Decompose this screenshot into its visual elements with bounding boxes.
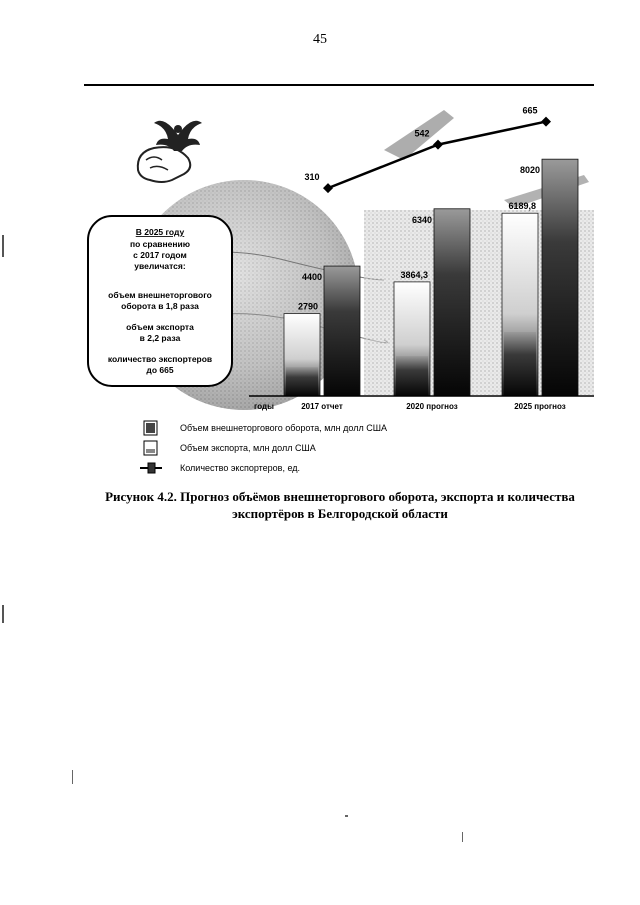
callout-line: по сравнению	[129, 239, 191, 249]
legend-label-exporters: Количество экспортеров, ед.	[180, 463, 301, 473]
bar-turnover	[434, 209, 470, 396]
bar-light-icon	[140, 440, 162, 456]
figure-caption: Рисунок 4.2. Прогноз объёмов внешнеторгового оборота, экспорта и количества экспортёров в Белгородской области	[105, 489, 575, 521]
callout-line: объем внешнеторгового	[108, 290, 212, 300]
data-label-turnover: 8020	[519, 165, 540, 176]
bar-turnover	[324, 266, 360, 396]
callout-line: оборота в 1,8 раза	[121, 301, 199, 311]
callout-line: с 2017 годом	[133, 250, 187, 260]
x-tick-label: 2025 прогноз	[514, 402, 566, 411]
legend-item-turnover	[140, 420, 387, 436]
exporters-point	[433, 140, 443, 150]
data-label-exporters: 542	[414, 128, 430, 139]
exporters-point	[323, 183, 333, 193]
data-label-export: 2790	[297, 301, 318, 312]
data-label-turnover: 4400	[301, 272, 322, 283]
callout-title: В 2025 году	[135, 227, 185, 237]
x-tick-label: 2017 отчет	[301, 402, 343, 411]
data-label-exporters: 665	[522, 105, 538, 116]
x-tick-labels	[301, 402, 566, 411]
bar-export-shade	[504, 332, 536, 396]
data-label-export: 3864,3	[400, 269, 428, 280]
scan-mark	[2, 605, 4, 623]
header-rule	[84, 84, 594, 86]
page-number: 45	[313, 32, 327, 47]
bar-export-shade	[396, 356, 428, 396]
legend-item-export	[140, 440, 316, 456]
callout-box	[88, 216, 232, 386]
legend-label-export: Объем экспорта, млн долл США	[180, 443, 316, 453]
scan-speck	[345, 815, 348, 817]
bar-dark-icon	[140, 420, 162, 436]
callout-line: количество экспортеров	[107, 354, 213, 364]
scan-mark	[2, 235, 4, 257]
x-axis-prefix: годы	[254, 402, 274, 411]
bar-export-shade	[286, 367, 318, 396]
exporters-point	[541, 117, 551, 127]
bar-turnover	[542, 159, 578, 396]
lion-emblem	[138, 147, 190, 182]
callout-line: объем экспорта	[126, 322, 194, 332]
chart	[84, 90, 604, 420]
scan-speck	[462, 832, 463, 842]
legend-label-turnover: Объем внешнеторгового оборота, млн долл США	[180, 423, 387, 433]
x-tick-label: 2020 прогноз	[406, 402, 458, 411]
data-label-turnover: 6340	[411, 214, 432, 225]
callout-line: увеличатся:	[134, 261, 186, 271]
data-label-exporters: 310	[304, 172, 320, 183]
legend-item-exporters	[140, 460, 300, 476]
callout-line: в 2,2 раза	[139, 333, 181, 343]
line-marker-icon	[140, 460, 162, 476]
callout-line: до 665	[146, 365, 174, 375]
scan-speck	[72, 770, 73, 784]
data-label-export: 6189,8	[508, 201, 536, 212]
